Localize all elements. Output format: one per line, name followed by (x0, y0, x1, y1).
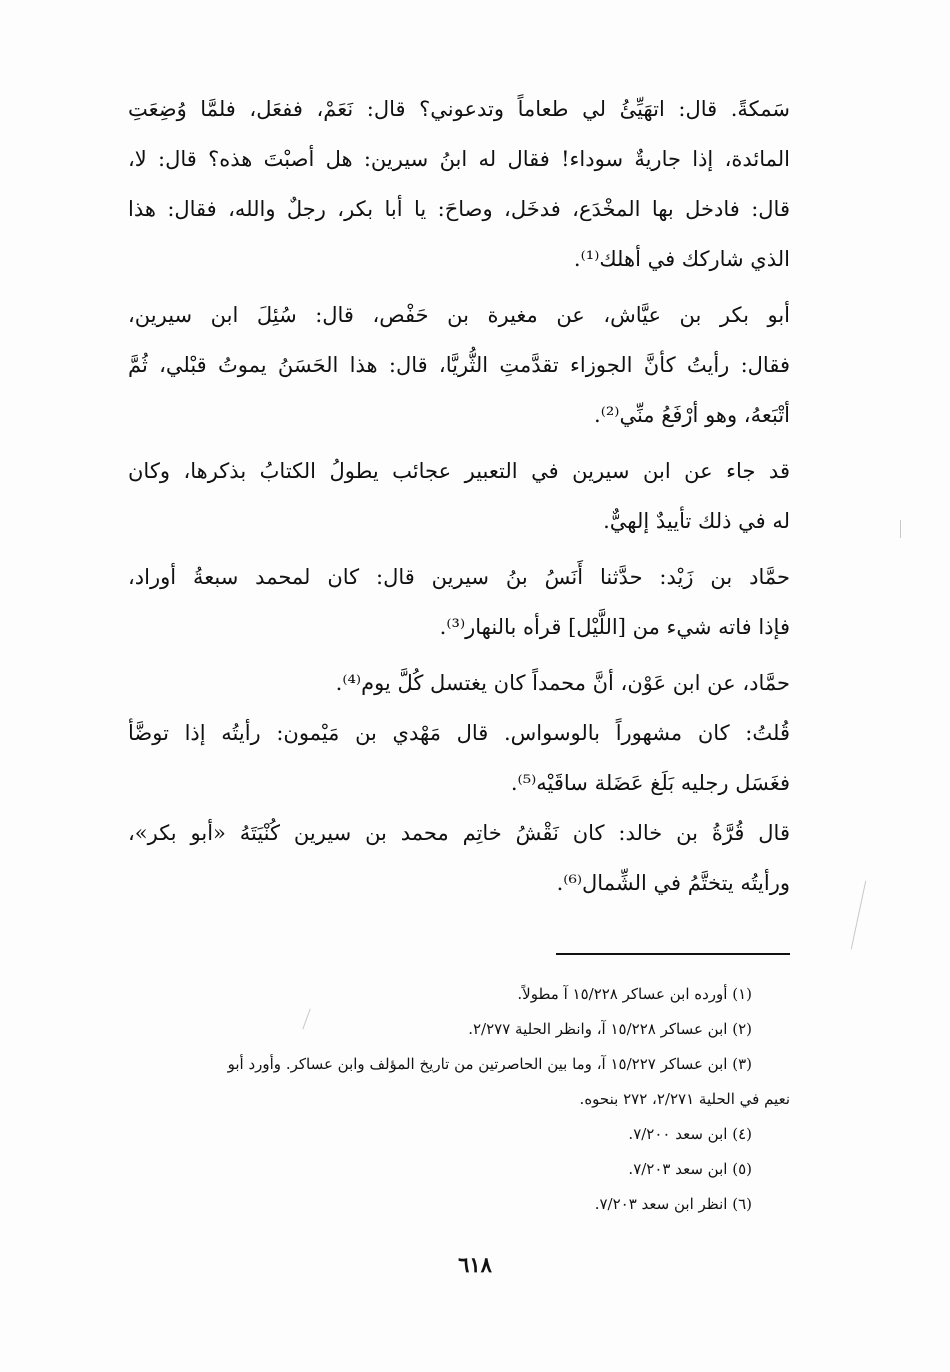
main-text (128, 84, 790, 908)
text-line: المائدة، إذا جاريةٌ سوداء! فقال له ابنُ سيرين: هل أصبْتَ هذه؟ قال: لا، (128, 147, 790, 171)
footnotes (128, 977, 790, 1222)
text-line: قال: فادخل بها المخْدَع، فدخَل، وصاحَ: يا أبا بكر، رجلٌ والله، فقال: هذا (128, 197, 790, 221)
text-line: حمَّاد بن زَيْد: حدَّثنا أَنَسُ بنُ سيرين قال: كان لمحمد سبعةُ أوراد، (128, 565, 790, 589)
text-line: أبو بكر بن عيَّاش، عن مغيرة بن حَفْص، قال: سُئِلَ ابن سيرين، (128, 303, 790, 327)
text-line: فغَسَل رجليه بَلَغ عَضَلة ساقَيْه⁽⁵⁾. (510, 771, 790, 795)
text-line: الذي شاركك في أهلك⁽¹⁾. (573, 247, 790, 271)
scan-artifact (851, 881, 867, 950)
text-line: قد جاء عن ابن سيرين في التعبير عجائب يطولُ الكتابُ بذكرها، وكان (128, 459, 790, 483)
text-line: قال قُرَّةُ بن خالد: كان نَقْشُ خاتِم محمد بن سيرين كُنْيَتَهُ «أبو بكر»، (128, 821, 790, 845)
footnote: (١) أورده ابن عساكر ١٥/٢٢٨ آ مطولاً. (517, 985, 752, 1003)
scan-artifact (900, 520, 901, 538)
text-line: حمَّاد، عن ابن عَوْن، أنَّ محمداً كان يغتسل كُلَّ يوم⁽⁴⁾. (335, 671, 790, 695)
page-number: ٦١٨ (458, 1252, 492, 1277)
text-line: فإذا فاته شيء من [اللَّيْل] قرأه بالنهار⁽³⁾. (439, 615, 790, 639)
text-line: قُلتُ: كان مشهوراً بالوسواس. قال مَهْدي بن مَيْمون: رأيتُه إذا توضَّأ (128, 721, 790, 745)
text-line: له في ذلك تأييدٌ إلهيٌّ. (603, 509, 790, 533)
footnote: (٤) ابن سعد ٧/٢٠٠. (628, 1125, 752, 1143)
footnote: (٥) ابن سعد ٧/٢٠٣. (628, 1160, 752, 1178)
text-line: أتْبَعهُ، وهو أرْفَعُ منِّي⁽²⁾. (594, 403, 790, 427)
footnote: (٢) ابن عساكر ١٥/٢٢٨ آ، وانظر الحلية ٢/٢٧٧. (468, 1020, 752, 1038)
text-line: ورأيتُه يتختَّمُ في الشِّمال⁽⁶⁾. (556, 871, 790, 895)
footnote: (٣) ابن عساكر ١٥/٢٢٧ آ، وما بين الحاصرتين من تاريخ المؤلف وابن عساكر. وأورد أبو (227, 1055, 752, 1073)
footnote: (٦) انظر ابن سعد ٧/٢٠٣. (594, 1195, 752, 1213)
footnote-divider (556, 953, 790, 955)
footnote-continuation: نعيم في الحلية ٢/٢٧١، ٢٧٢ بنحوه. (579, 1090, 790, 1108)
text-line: سَمكةً. قال: اتهَيِّئُ لي طعاماً وتدعوني؟ قال: نَعَمْ، ففعَل، فلمَّا وُضِعَتِ (128, 97, 790, 121)
text-line: فقال: رأيتُ كأنَّ الجوزاء تقدَّمتِ الثُّريَّا، قال: هذا الحَسَنُ يموتُ قبْلي، ثُمَّ (128, 353, 790, 377)
